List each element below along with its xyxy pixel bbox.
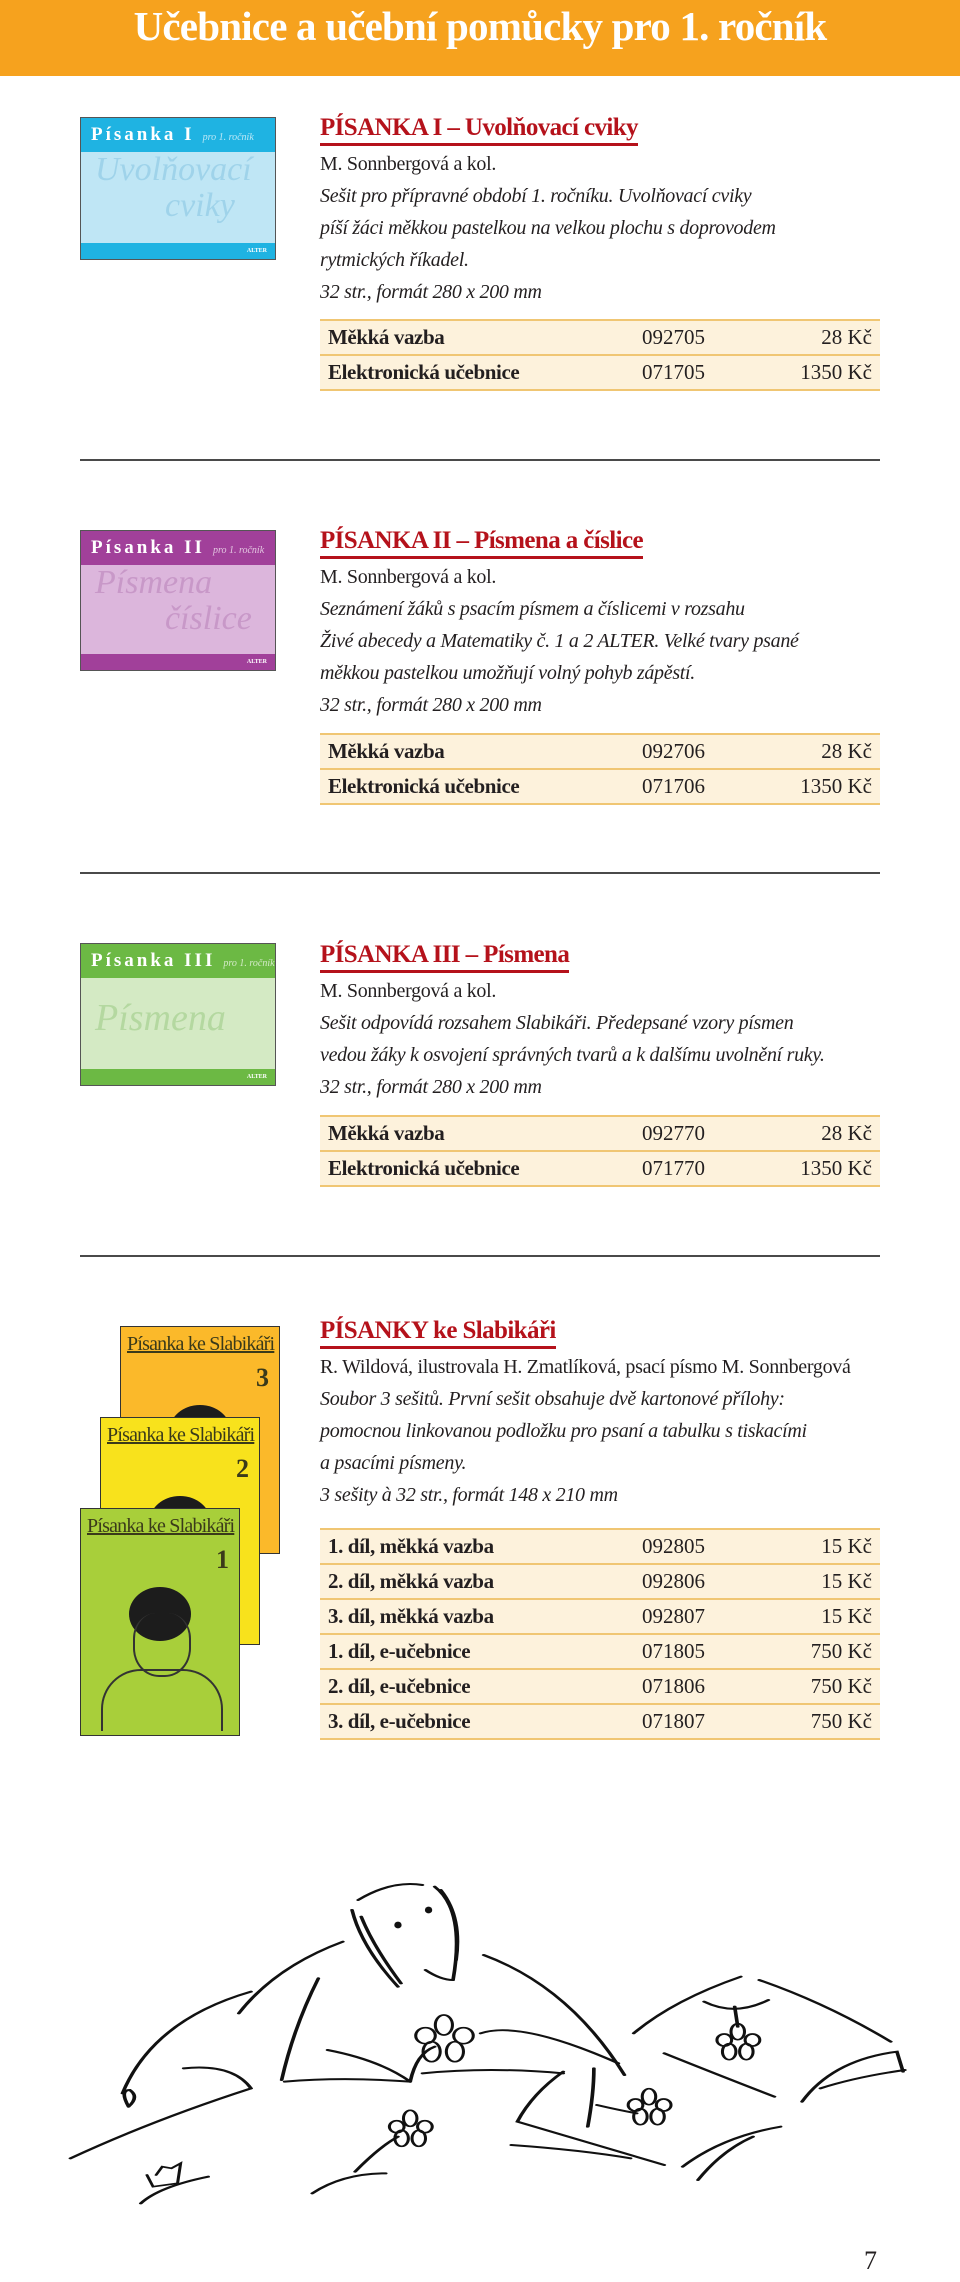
price: 28 Kč: [821, 325, 872, 349]
order-code: 071705: [642, 360, 705, 384]
table-row: [320, 1600, 880, 1635]
table-row: [320, 735, 880, 770]
price: 750 Kč: [810, 1674, 872, 1698]
cover-publisher: ALTER: [246, 659, 267, 665]
product-title[interactable]: PÍSANKA II – Písmena a číslice: [320, 526, 643, 559]
product-description-line: měkkou pastelkou umožňují volný pohyb zápěstí.: [320, 662, 696, 684]
price: 750 Kč: [810, 1709, 872, 1733]
cover-volume-number: 1: [216, 1545, 229, 1574]
variant-label: 3. díl, měkká vazba: [328, 1604, 494, 1628]
table-row: [320, 1530, 880, 1565]
cover-pisanka-3: [80, 943, 276, 1086]
order-code: 071805: [642, 1639, 705, 1663]
variant-label: Měkká vazba: [328, 325, 445, 349]
cover-title: Písanka III: [91, 950, 216, 971]
price: 15 Kč: [821, 1604, 872, 1628]
cover-subtitle: pro 1. ročník: [223, 958, 275, 969]
cover-footer: [81, 1069, 275, 1085]
page-title: Učebnice a učební pomůcky pro 1. ročník: [133, 3, 827, 49]
order-code: 071706: [642, 774, 705, 798]
cover-art: [81, 152, 275, 243]
product-format: 32 str., formát 280 x 200 mm: [320, 1076, 542, 1098]
product-author: R. Wildová, ilustrovala H. Zmatlíková, psací písmo M. Sonnbergová: [320, 1356, 851, 1378]
price-table: [320, 319, 880, 391]
table-row: [320, 321, 880, 356]
child-reading-illustration: [0, 1760, 960, 2282]
price: 15 Kč: [821, 1534, 872, 1558]
cover-volume-number: 2: [236, 1454, 249, 1483]
product-format: 32 str., formát 280 x 200 mm: [320, 281, 542, 303]
product-info: [320, 940, 890, 1103]
order-code: 092805: [642, 1534, 705, 1558]
cover-title-band: [81, 944, 275, 978]
product-title[interactable]: PÍSANKA III – Písmena: [320, 940, 569, 973]
product-description-line: a psacími písmeny.: [320, 1452, 467, 1474]
table-row: [320, 1152, 880, 1187]
order-code: 071807: [642, 1709, 705, 1733]
product-author: M. Sonnbergová a kol.: [320, 980, 497, 1002]
product-author: M. Sonnbergová a kol.: [320, 153, 497, 175]
variant-label: Elektronická učebnice: [328, 774, 520, 798]
variant-label: 1. díl, měkká vazba: [328, 1534, 494, 1558]
order-code: 092705: [642, 325, 705, 349]
price: 28 Kč: [821, 1121, 872, 1145]
cover-art: [81, 978, 275, 1069]
table-row: [320, 1705, 880, 1740]
product-info: [320, 1316, 890, 1511]
order-code: 071770: [642, 1156, 705, 1180]
table-row: [320, 1670, 880, 1705]
price-table: [320, 733, 880, 805]
variant-label: Měkká vazba: [328, 1121, 445, 1145]
variant-label: 2. díl, měkká vazba: [328, 1569, 494, 1593]
product-format: 3 sešity à 32 str., formát 148 x 210 mm: [320, 1484, 618, 1506]
variant-label: 1. díl, e-učebnice: [328, 1639, 471, 1663]
table-row: [320, 770, 880, 805]
cover-slabikar-1: [80, 1508, 240, 1736]
table-row: [320, 1635, 880, 1670]
cover-body-text: cviky: [165, 187, 235, 224]
cover-footer: [81, 654, 275, 670]
price-table: [320, 1528, 880, 1740]
cover-body-text: Písmena: [95, 997, 226, 1039]
product-description-line: Živé abecedy a Matematiky č. 1 a 2 ALTER. Velké tvary psané: [320, 630, 799, 652]
variant-label: 2. díl, e-učebnice: [328, 1674, 471, 1698]
order-code: 092706: [642, 739, 705, 763]
product-description-line: Sešit pro přípravné období 1. ročníku. Uvolňovací cviky: [320, 185, 752, 207]
cover-title: Písanka II: [91, 537, 205, 558]
cover-body-text: Uvolňovací: [95, 151, 252, 188]
product-description-line: Seznámení žáků s psacím písmem a číslicemi v rozsahu: [320, 598, 745, 620]
cover-title-band: [81, 118, 275, 152]
order-code: 092806: [642, 1569, 705, 1593]
section-divider: [80, 459, 880, 461]
cover-volume-number: 3: [256, 1363, 269, 1392]
boy-body: [101, 1669, 223, 1731]
order-code: 092770: [642, 1121, 705, 1145]
price: 15 Kč: [821, 1569, 872, 1593]
product-title[interactable]: PÍSANKY ke Slabikáři: [320, 1316, 556, 1349]
product-description-line: píší žáci měkkou pastelkou na velkou plochu s doprovodem: [320, 217, 776, 239]
page-number: 7: [864, 2246, 877, 2275]
product-description-line: rytmických říkadel.: [320, 249, 469, 271]
price: 28 Kč: [821, 739, 872, 763]
cover-pisanka-2: [80, 530, 276, 671]
product-title[interactable]: PÍSANKA I – Uvolňovací cviky: [320, 113, 638, 146]
price-table: [320, 1115, 880, 1187]
cover-title: Písanka ke Slabikáři: [127, 1333, 275, 1355]
page-header: [0, 0, 960, 76]
order-code: 092807: [642, 1604, 705, 1628]
cover-title: Písanka ke Slabikáři: [87, 1515, 235, 1537]
product-format: 32 str., formát 280 x 200 mm: [320, 694, 542, 716]
cover-body-text: číslice: [165, 600, 252, 637]
price: 750 Kč: [810, 1639, 872, 1663]
table-row: [320, 1117, 880, 1152]
price: 1350 Kč: [800, 360, 872, 384]
product-description-line: pomocnou linkovanou podložku pro psaní a tabulku s tiskacími: [320, 1420, 807, 1442]
cover-title-band: [81, 531, 275, 565]
product-description-line: vedou žáky k osvojení správných tvarů a k dalšímu uvolnění ruky.: [320, 1044, 825, 1066]
price: 1350 Kč: [800, 774, 872, 798]
product-info: [320, 113, 890, 308]
cover-title: Písanka ke Slabikáři: [107, 1424, 255, 1446]
boy-face: [133, 1613, 191, 1677]
product-info: [320, 526, 890, 721]
product-author: M. Sonnbergová a kol.: [320, 566, 497, 588]
price: 1350 Kč: [800, 1156, 872, 1180]
cover-subtitle: pro 1. ročník: [212, 545, 265, 556]
table-row: [320, 356, 880, 391]
product-description-line: Soubor 3 sešitů. První sešit obsahuje dvě kartonové přílohy:: [320, 1388, 785, 1410]
product-description-line: Sešit odpovídá rozsahem Slabikáři. Předepsané vzory písmen: [320, 1012, 794, 1034]
variant-label: Elektronická učebnice: [328, 360, 520, 384]
cover-title: Písanka I: [91, 124, 195, 145]
cover-body-text: Písmena: [95, 564, 213, 601]
cover-footer: [81, 243, 275, 259]
variant-label: 3. díl, e-učebnice: [328, 1709, 471, 1733]
section-divider: [80, 872, 880, 874]
section-divider: [80, 1255, 880, 1257]
cover-publisher: ALTER: [246, 1074, 267, 1080]
cover-art: [81, 565, 275, 654]
variant-label: Elektronická učebnice: [328, 1156, 520, 1180]
cover-subtitle: pro 1. ročník: [202, 132, 254, 143]
variant-label: Měkká vazba: [328, 739, 445, 763]
cover-publisher: ALTER: [246, 248, 267, 254]
table-row: [320, 1565, 880, 1600]
order-code: 071806: [642, 1674, 705, 1698]
cover-pisanka-1: [80, 117, 276, 260]
